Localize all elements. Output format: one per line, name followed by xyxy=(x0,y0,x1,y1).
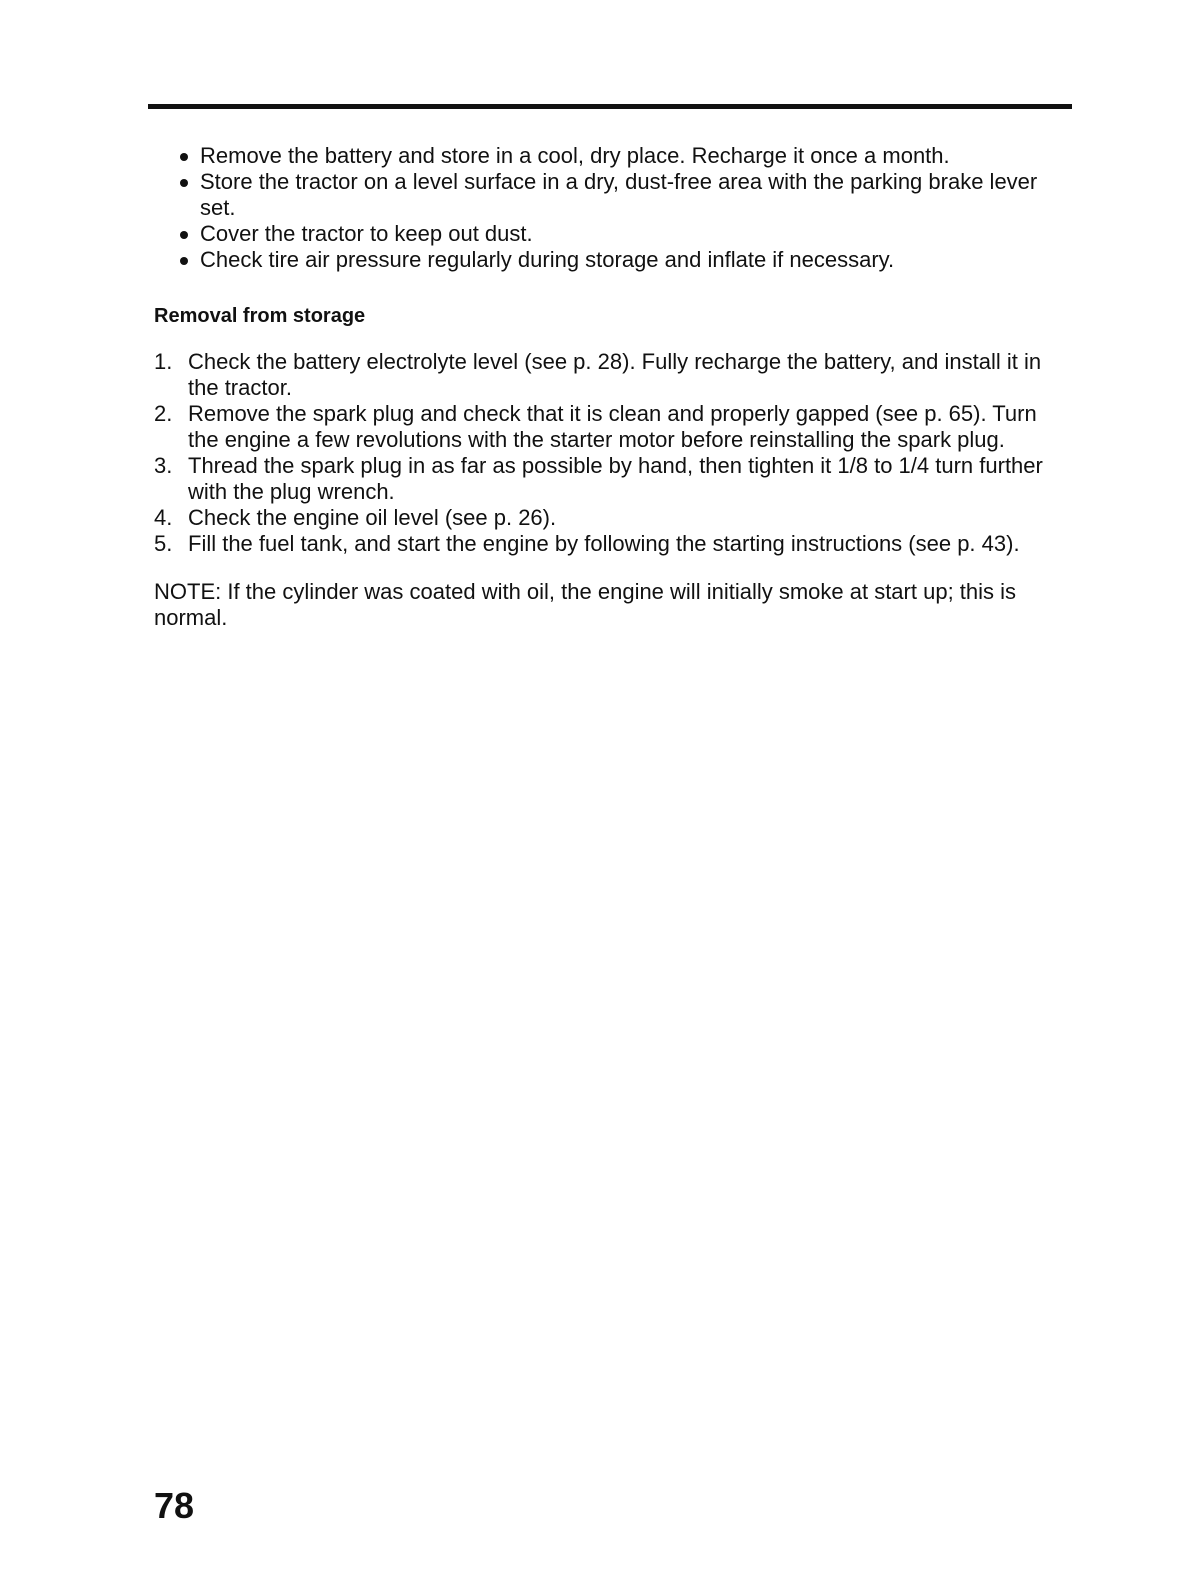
bullet-icon xyxy=(180,153,188,161)
bullet-text: Store the tractor on a level surface in a dry, dust-free area with the parking brake lever set. xyxy=(200,169,1038,220)
bullet-text: Cover the tractor to keep out dust. xyxy=(200,221,533,246)
list-item xyxy=(154,401,1072,453)
step-text: Remove the spark plug and check that it is clean and properly gapped (see p. 65). Turn the engine a few revolutions with the starter motor before reinstalling the spark plug. xyxy=(188,401,1037,452)
bullet-text: Remove the battery and store in a cool, dry place. Recharge it once a month. xyxy=(200,143,950,168)
page-number: 78 xyxy=(154,1485,195,1526)
list-item xyxy=(154,169,1072,221)
storage-bullet-list xyxy=(154,143,1072,273)
top-rule xyxy=(148,104,1072,109)
step-number: 4. xyxy=(154,505,173,530)
list-item xyxy=(154,531,1072,557)
list-item xyxy=(154,143,1072,169)
page-content xyxy=(154,143,1072,631)
list-item xyxy=(154,221,1072,247)
section-heading: Removal from storage xyxy=(154,305,366,327)
list-item xyxy=(154,247,1072,273)
step-number: 3. xyxy=(154,453,173,478)
step-number: 1. xyxy=(154,349,173,374)
step-number: 2. xyxy=(154,401,173,426)
list-item xyxy=(154,453,1072,505)
list-item xyxy=(154,505,1072,531)
step-text: Check the engine oil level (see p. 26). xyxy=(188,505,557,530)
removal-steps-list xyxy=(154,349,1072,557)
bullet-icon xyxy=(180,179,188,187)
step-text: Fill the fuel tank, and start the engine by following the starting instructions (see p. 43). xyxy=(188,531,1020,556)
step-text: Thread the spark plug in as far as possible by hand, then tighten it 1/8 to 1/4 turn further with the plug wrench. xyxy=(188,453,1043,504)
step-number: 5. xyxy=(154,531,173,556)
bullet-icon xyxy=(180,257,188,265)
list-item xyxy=(154,349,1072,401)
bullet-text: Check tire air pressure regularly during storage and inflate if necessary. xyxy=(200,247,895,272)
note-paragraph: NOTE: If the cylinder was coated with oil, the engine will initially smoke at start up; this is normal. xyxy=(154,579,1017,630)
bullet-icon xyxy=(180,231,188,239)
step-text: Check the battery electrolyte level (see p. 28). Fully recharge the battery, and install it in the tractor. xyxy=(188,349,1042,400)
